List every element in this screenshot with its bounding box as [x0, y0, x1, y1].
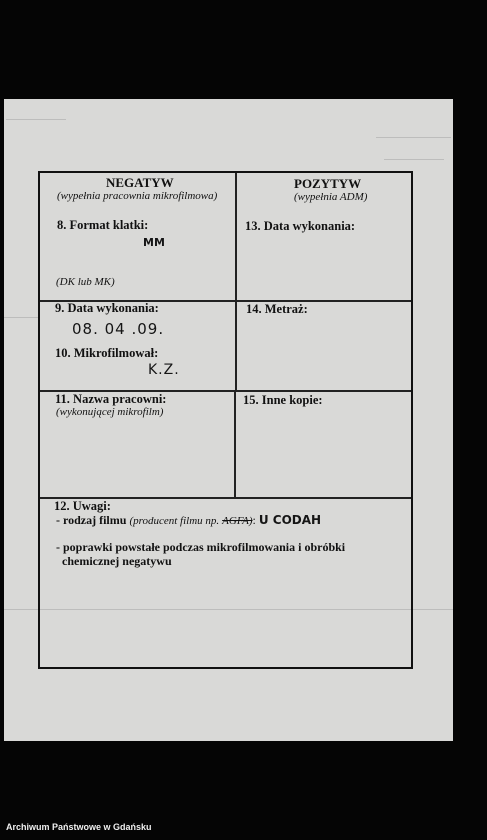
- uwagi-label: 12. Uwagi:: [54, 499, 111, 513]
- metraz-label: 14. Metraż:: [246, 302, 308, 316]
- rodzaj-filmu-note: (producent filmu np.: [129, 515, 220, 527]
- format-klatki-note: (DK lub MK): [56, 276, 115, 288]
- data-wykonania-value: 08. 04 .09.: [72, 320, 165, 338]
- archive-credit: Archiwum Państwowe w Gdańsku: [6, 822, 152, 832]
- microfilm-record-form: [38, 171, 413, 669]
- pozytyw-title: POZYTYW: [294, 176, 362, 191]
- rodzaj-filmu-colon: :: [252, 513, 256, 527]
- column-divider: [235, 173, 237, 390]
- scan-artifact: [376, 137, 451, 138]
- inne-kopie-label: 15. Inne kopie:: [243, 393, 323, 407]
- data-wykonania-pozytyw-label: 13. Data wykonania:: [245, 219, 356, 233]
- mikrofilmowal-value: K.Z.: [148, 362, 180, 378]
- nazwa-pracowni-label: 11. Nazwa pracowni:: [55, 392, 167, 406]
- rodzaj-filmu-line: [56, 513, 321, 528]
- poprawki-line-2: chemicznej negatywu: [62, 554, 172, 568]
- mikrofilmowal-label: 10. Mikrofilmował:: [55, 346, 159, 360]
- format-klatki-label: 8. Format klatki:: [57, 218, 149, 232]
- format-klatki-value: MM: [143, 236, 165, 249]
- rodzaj-filmu-prefix: - rodzaj filmu: [56, 513, 127, 527]
- data-wykonania-label: 9. Data wykonania:: [55, 301, 159, 315]
- nazwa-pracowni-note: (wykonującej mikrofilm): [56, 406, 164, 418]
- pozytyw-subtitle: (wypełnia ADM): [294, 191, 368, 203]
- column-divider: [234, 390, 236, 498]
- scan-artifact: [384, 159, 444, 160]
- poprawki-line-1: - poprawki powstałe podczas mikrofilmowania i obróbki: [56, 540, 346, 554]
- rodzaj-filmu-struck: AGFA): [222, 515, 253, 527]
- rodzaj-filmu-value: U CODAH: [258, 513, 322, 527]
- negatyw-subtitle: (wypełnia pracownia mikrofilmowa): [57, 190, 218, 202]
- scan-artifact: [4, 317, 40, 318]
- scan-artifact: [6, 119, 66, 120]
- negatyw-title: NEGATYW: [106, 175, 174, 190]
